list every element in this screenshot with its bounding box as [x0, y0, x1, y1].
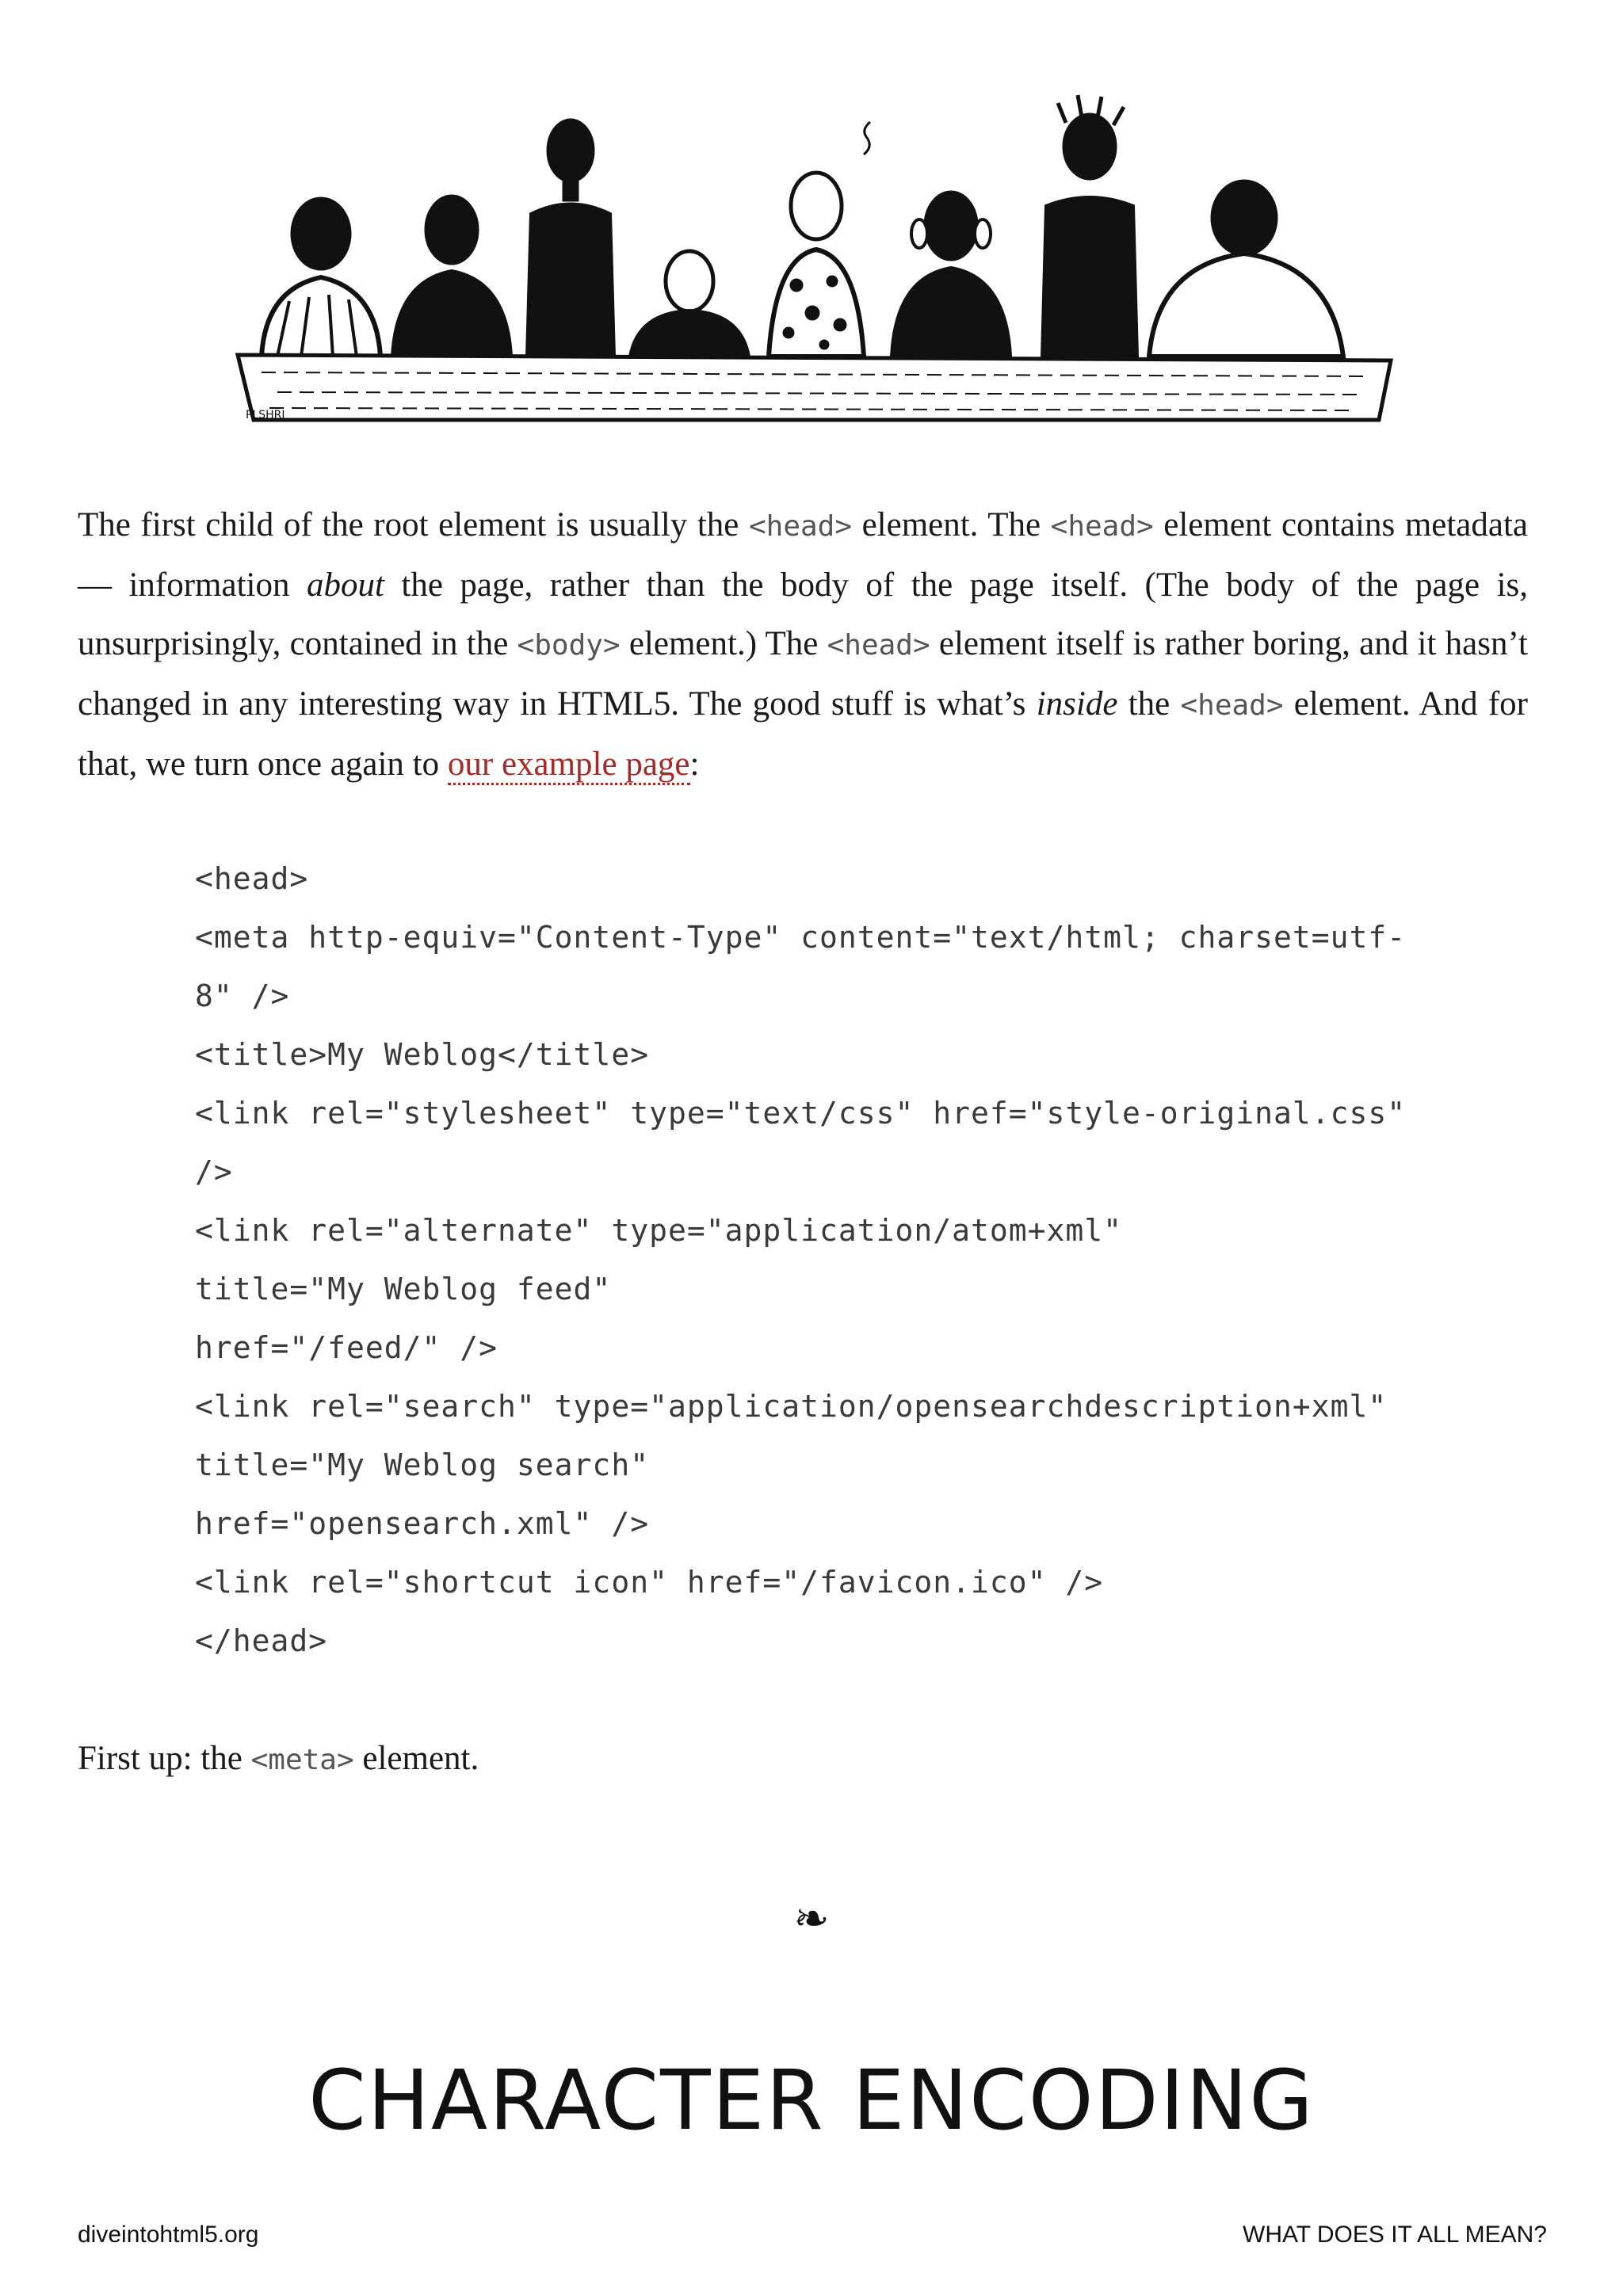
audience-illustration-icon	[238, 95, 1391, 420]
code-line: href="opensearch.xml" />	[195, 1506, 650, 1541]
code-block	[195, 849, 1566, 1670]
intro-text: the page, rather than the body of the page itself. (The body of the page is, unsurprisingly, contained in the	[78, 566, 1529, 662]
inline-code: <head>	[1180, 689, 1284, 722]
code-line: <link rel="shortcut icon" href="/favicon.ico" />	[195, 1565, 1104, 1600]
intro-text: element itself is rather boring, and it hasn’t changed in any interesting way in HTML5. The good stuff is what’s	[78, 625, 1528, 723]
intro-text: The first child of the root element is usually the	[78, 506, 749, 543]
code-line: <meta http-equiv="Content-Type" content="text/html; charset=utf-	[195, 920, 1407, 955]
code-line: <title>My Weblog</title>	[195, 1037, 650, 1072]
intro-text: the	[1117, 685, 1181, 723]
after-paragraph	[78, 1730, 479, 1790]
intro-text: :	[689, 746, 700, 783]
emphasis-text: about	[306, 566, 384, 604]
code-line: <link rel="search" type="application/opensearchdescription+xml"	[195, 1389, 1388, 1424]
intro-paragraph	[78, 496, 1528, 794]
code-line: </head>	[195, 1623, 328, 1658]
code-line: <link rel="stylesheet" type="text/css" href="style-original.css"	[195, 1096, 1407, 1131]
code-line: href="/feed/" />	[195, 1330, 498, 1365]
example-page-link[interactable]: our example page	[448, 746, 690, 785]
after-text: First up: the	[78, 1740, 251, 1777]
inline-code: <head>	[748, 510, 853, 543]
after-text: element.	[353, 1740, 479, 1777]
inline-code: <head>	[1050, 510, 1154, 543]
footer-chapter-title: WHAT DOES IT ALL MEAN?	[1243, 2222, 1547, 2248]
code-line: title="My Weblog search"	[195, 1447, 650, 1482]
code-line: 8" />	[195, 978, 290, 1013]
intro-text: element contains metadata — information	[78, 506, 1528, 604]
code-line: title="My Weblog feed"	[195, 1272, 612, 1306]
emphasis-text: inside	[1036, 685, 1118, 723]
inline-code: <head>	[827, 629, 930, 662]
audience-illustration	[230, 87, 1395, 428]
code-line: <head>	[195, 861, 309, 896]
inline-code: <body>	[517, 629, 621, 662]
intro-text: element. The	[852, 506, 1051, 543]
code-line: <link rel="alternate" type="application/atom+xml"	[195, 1213, 1123, 1248]
illustration-signature: PLSHRI	[246, 409, 285, 421]
footer-site-name: diveintohtml5.org	[78, 2222, 259, 2248]
intro-text: element. And for that, we turn once again to	[78, 685, 1528, 783]
intro-text: element.) The	[620, 625, 827, 662]
fleuron-divider-icon: ❧	[793, 1894, 830, 1943]
inline-code: <meta>	[250, 1744, 354, 1776]
section-heading: CHARACTER ENCODING	[308, 2052, 1315, 2149]
code-line: />	[195, 1154, 233, 1189]
